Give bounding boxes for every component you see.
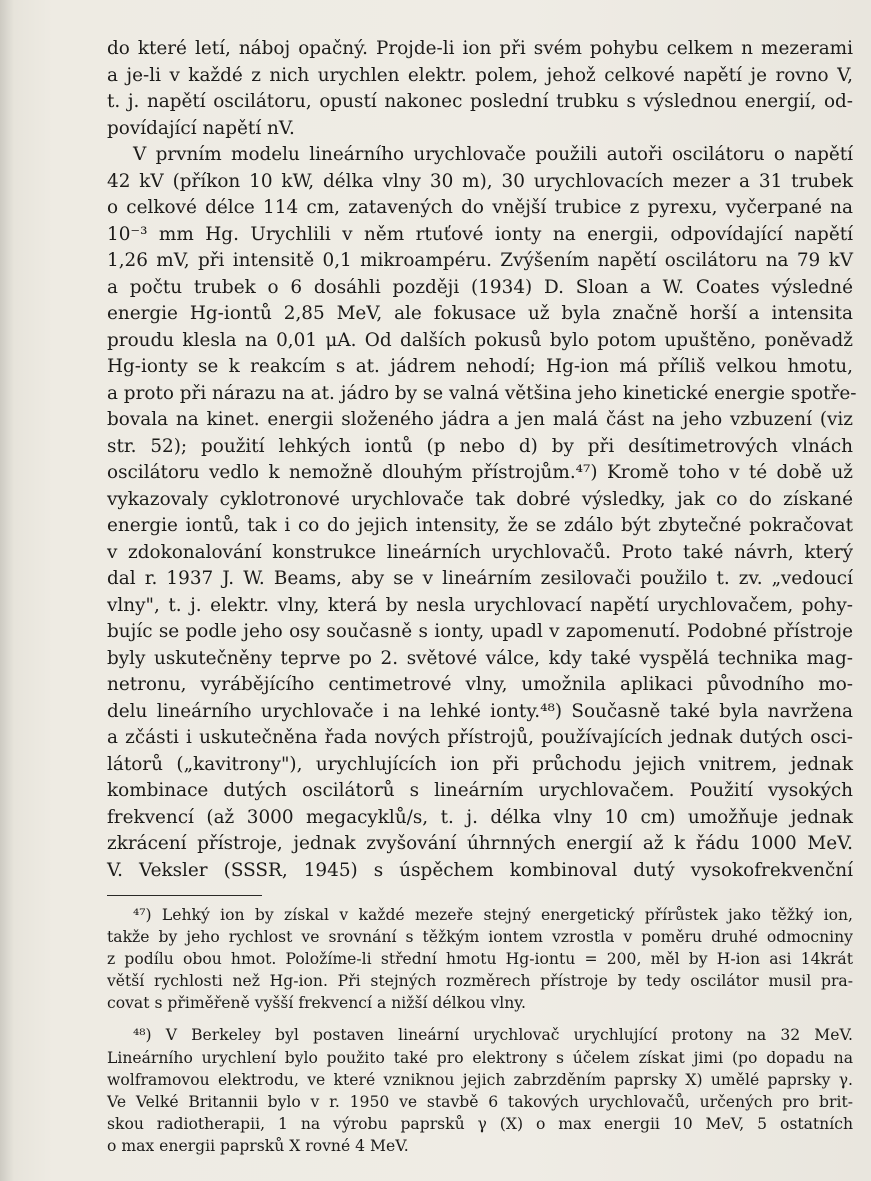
body-line: zkrácení přístroje, jednak zvyšování úhrnných energií až k řádu 1000 MeV. <box>107 833 853 854</box>
body-line: do které letí, náboj opačný. Projde-li ion při svém pohybu celkem n mezerami <box>107 38 853 59</box>
body-line: energie Hg-iontů 2,85 MeV, ale fokusace už byla značně horší a intensita <box>107 303 853 324</box>
footnote-line: o max energii paprsků X rovné 4 MeV. <box>107 1136 409 1155</box>
body-line: povídající napětí nV. <box>107 117 295 139</box>
body-line: V prvním modelu lineárního urychlovače použili autoři oscilátoru o napětí <box>133 144 853 165</box>
body-line: kombinace dutých oscilátorů s lineárním urychlovačem. Použití vysokých <box>107 780 853 801</box>
footnote-line: z podílu obou hmot. Položíme-li střední hmotu Hg-iontu = 200, měl by H-ion asi 14krát <box>107 950 853 969</box>
body-line: a je-li v každé z nich urychlen elektr. polem, jehož celkové napětí je rovno V, <box>107 64 853 86</box>
body-line: frekvencí (až 3000 megacyklů/s, t. j. délka vlny 10 cm) umožňuje jednak <box>107 806 853 828</box>
body-line: v zdokonalování konstrukce lineárních urychlovačů. Proto také návrh, který <box>107 541 853 563</box>
body-line: byly uskutečněny teprve po 2. světové válce, kdy také vyspělá technika mag- <box>107 647 853 669</box>
body-line: látorů („kavitrony"), urychlujících ion při průchodu jejich vnitrem, jednak <box>107 753 853 775</box>
body-line: V. Veksler (SSSR, 1945) s úspěchem kombinoval dutý vysokofrekvenční <box>107 859 853 881</box>
footnote-line: ⁴⁸) V Berkeley byl postaven lineární urychlovač urychlující protony na 32 MeV. <box>133 1026 853 1045</box>
body-line: bujíc se podle jeho osy současně s ionty, upadl v zapomenutí. Podobné přístroje <box>107 621 853 642</box>
footnote-line: covat s přiměřeně vyšší frekvencí a nižší délkou vlny. <box>107 994 527 1013</box>
body-line: vlny", t. j. elektr. vlny, která by nesla urychlovací napětí urychlovačem, pohy- <box>107 594 853 616</box>
footnote-line: Lineárního urychlení bylo použito také pro elektrony s účelem získat jimi (po dopadu na <box>107 1048 853 1067</box>
body-line: delu lineárního urychlovače i na lehké ionty.⁴⁸) Současně také byla navržena <box>107 700 853 722</box>
body-line: str. 52); použití lehkých iontů (p nebo d) by při desítimetrových vlnách <box>107 435 853 457</box>
footnote-line: Ve Velké Britannii bylo v r. 1950 ve stavbě 6 takových urychlovačů, určených pro brit- <box>107 1092 853 1111</box>
body-line: 1,26 mV, při intensitě 0,1 mikroampéru. Zvýšením napětí oscilátoru na 79 kV <box>107 250 853 271</box>
body-line: Hg-ionty se k reakcím s at. jádrem nehodí; Hg-ion má příliš velkou hmotu, <box>107 356 853 377</box>
body-line: proudu klesla na 0,01 μA. Od dalších pokusů bylo potom upuštěno, poněvadž <box>107 329 853 351</box>
body-line: vykazovaly cyklotronové urychlovače tak dobré výsledky, jak co do získané <box>107 488 853 510</box>
footnote-line: ⁴⁷) Lehký ion by získal v každé mezeře stejný energetický přírůstek jako těžký ion, <box>133 906 853 924</box>
body-line: oscilátoru vedlo k nemožně dlouhým přístrojům.⁴⁷) Kromě toho v té době už <box>107 462 853 483</box>
body-line: energie iontů, tak i co do jejich intensity, že se zdálo být zbytečné pokračovat <box>107 515 853 536</box>
footnote-line: skou radiotherapii, 1 na výrobu paprsků γ (X) o max energii 10 MeV, 5 ostatních <box>107 1114 853 1133</box>
body-line: 10⁻³ mm Hg. Urychlili v něm rtuťové ionty na energii, odpovídající napětí <box>107 223 853 245</box>
footnote-rule <box>107 895 262 896</box>
footnote-line: větší rychlosti než Hg-ion. Při stejných rozměrech přístroje by tedy oscilátor musil pra- <box>107 972 853 991</box>
body-line: dal r. 1937 J. W. Beams, aby se v lineárním zesilovači použilo t. zv. „vedoucí <box>107 568 853 589</box>
body-line: bovala na kinet. energii složeného jádra a jen malá část na jeho vzbuzení (viz <box>107 409 853 430</box>
body-line: o celkové délce 114 cm, zatavených do vnější trubice z pyrexu, vyčerpané na <box>107 197 853 218</box>
body-line: 42 kV (příkon 10 kW, délka vlny 30 m), 30 urychlovacích mezer a 31 trubek <box>107 170 853 192</box>
body-line: netronu, vyrábějícího centimetrové vlny, umožnila aplikaci původního mo- <box>107 674 853 695</box>
body-text <box>107 36 857 884</box>
spine-shadow <box>0 0 14 1181</box>
body-line: a zčásti i uskutečněna řada nových přístrojů, používajících jednak dutých osci- <box>107 727 853 748</box>
footnote-gap <box>107 1014 853 1024</box>
body-line: t. j. napětí oscilátoru, opustí nakonec poslední trubku s výslednou energií, od- <box>107 91 853 112</box>
footnotes <box>107 904 853 1157</box>
body-line: a počtu trubek o 6 dosáhli později (1934) D. Sloan a W. Coates výsledné <box>107 276 853 298</box>
footnote-line: takže by jeho rychlost ve srovnání s těžkým iontem vzrostla v poměru druhé odmocniny <box>107 928 853 947</box>
footnote-line: wolframovou elektrodu, ve které vzniknou jejich zabrzděním paprsky X) umělé paprsky γ. <box>107 1070 853 1089</box>
body-line: a proto při nárazu na at. jádro by se valná většina jeho kinetické energie spotře- <box>107 382 857 404</box>
